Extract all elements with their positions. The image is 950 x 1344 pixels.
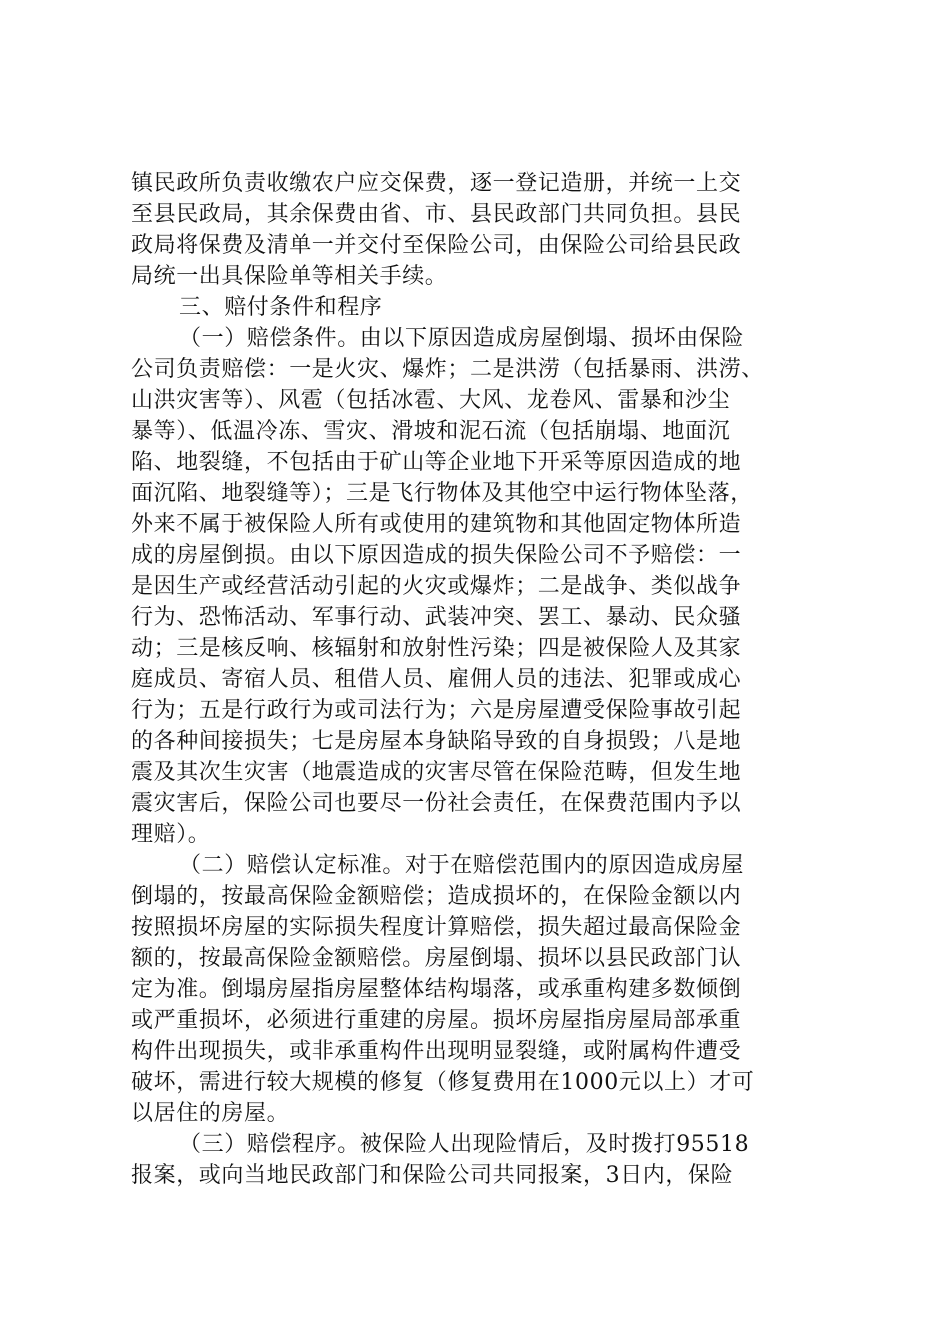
paragraph-line: 定为准。倒塌房屋指房屋整体结构塌落，或承重构建多数倾倒 <box>131 977 742 1002</box>
paragraph-line: 镇民政所负责收缴农户应交保费，逐一登记造册，并统一上交 <box>131 171 742 196</box>
paragraph-line: 山洪灾害等）、风雹（包括冰雹、大风、龙卷风、雷暴和沙尘 <box>131 388 731 413</box>
paragraph-line: （二）赔偿认定标准。对于在赔偿范围内的原因造成房屋 <box>179 853 745 878</box>
paragraph-line: 局统一出具保险单等相关手续。 <box>131 264 448 289</box>
paragraph-line: 至县民政局，其余保费由省、市、县民政部门共同负担。县民 <box>131 202 742 227</box>
paragraph-line: 是因生产或经营活动引起的火灾或爆炸；二是战争、类似战争 <box>131 574 742 599</box>
paragraph-line: 以居住的房屋。 <box>131 1101 290 1126</box>
paragraph-line: 理赔）。 <box>131 822 211 847</box>
paragraph-line: 震灾害后，保险公司也要尽一份社会责任，在保费范围内予以 <box>131 791 742 816</box>
document-body <box>131 168 831 1191</box>
paragraph-line: 动；三是核反响、核辐射和放射性污染；四是被保险人及其家 <box>131 636 742 661</box>
paragraph-line: 行为、恐怖活动、军事行动、武装冲突、罢工、暴动、民众骚 <box>131 605 742 630</box>
paragraph-line: 倒塌的，按最高保险金额赔偿；造成损坏的，在保险金额以内 <box>131 884 742 909</box>
paragraph-line: 震及其次生灾害（地震造成的灾害尽管在保险范畴，但发生地 <box>131 760 742 785</box>
paragraph-line: 外来不属于被保险人所有或使用的建筑物和其他固定物体所造 <box>131 512 742 537</box>
paragraph-line: 公司负责赔偿：一是火灾、爆炸；二是洪涝（包括暴雨、洪涝、 <box>131 357 764 382</box>
paragraph-line: 暴等）、低温冷冻、雪灾、滑坡和泥石流（包括崩塌、地面沉 <box>131 419 731 444</box>
paragraph-line: 构件出现损失，或非承重构件出现明显裂缝，或附属构件遭受 <box>131 1039 742 1064</box>
paragraph-line: 行为；五是行政行为或司法行为；六是房屋遭受保险事故引起 <box>131 698 742 723</box>
paragraph-line: （一）赔偿条件。由以下原因造成房屋倒塌、损坏由保险 <box>179 326 745 351</box>
paragraph-line: 面沉陷、地裂缝等）；三是飞行物体及其他空中运行物体坠落， <box>131 481 753 506</box>
paragraph-line: 破坏，需进行较大规模的修复（修复费用在1000元以上）才可 <box>131 1070 755 1095</box>
section-heading: 三、赔付条件和程序 <box>179 295 383 320</box>
paragraph-line: 陷、地裂缝，不包括由于矿山等企业地下开采等原因造成的地 <box>131 450 742 475</box>
paragraph-line: （三）赔偿程序。被保险人出现险情后，及时拨打95518 <box>179 1132 750 1157</box>
paragraph-line: 额的，按最高保险金额赔偿。房屋倒塌、损坏以县民政部门认 <box>131 946 742 971</box>
paragraph-line: 或严重损坏，必须进行重建的房屋。损坏房屋指房屋局部承重 <box>131 1008 742 1033</box>
paragraph-line: 报案，或向当地民政部门和保险公司共同报案，3日内，保险 <box>131 1163 734 1188</box>
paragraph-line: 成的房屋倒损。由以下原因造成的损失保险公司不予赔偿：一 <box>131 543 742 568</box>
paragraph-line: 政局将保费及清单一并交付至保险公司，由保险公司给县民政 <box>131 233 742 258</box>
paragraph-line: 的各种间接损失；七是房屋本身缺陷导致的自身损毁；八是地 <box>131 729 742 754</box>
paragraph-line: 按照损坏房屋的实际损失程度计算赔偿，损失超过最高保险金 <box>131 915 742 940</box>
paragraph-line: 庭成员、寄宿人员、租借人员、雇佣人员的违法、犯罪或成心 <box>131 667 742 692</box>
